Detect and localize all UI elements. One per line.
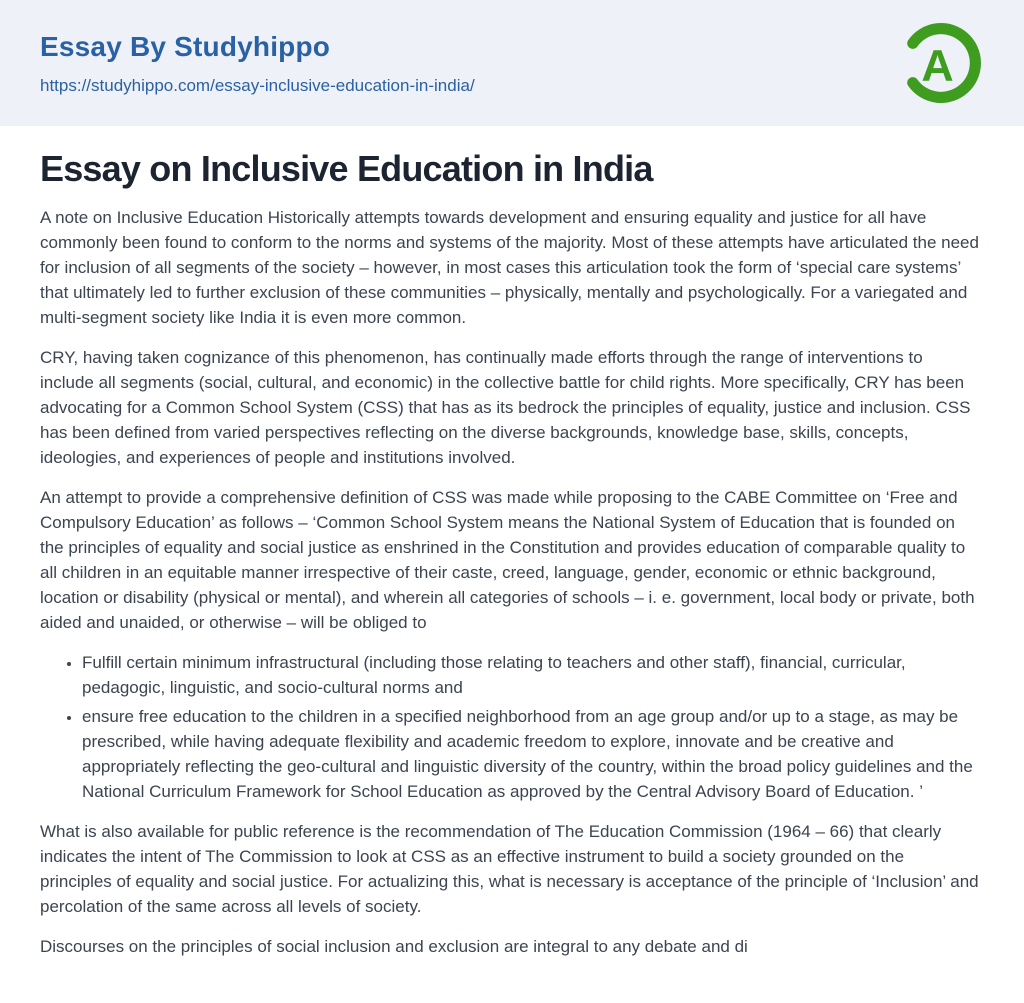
list-item-norms: • Fulfill certain minimum infrastructural (including those relating to teachers and other staff), financial, curricular, pedagogic, linguistic, and socio-cultural norms and — [82, 650, 980, 700]
paragraph-cry: CRY, having taken cognizance of this phenomenon, has continually made efforts through the range of interventions to include all segments (social, cultural, and economic) in the collective battle for child rights. More specifically, CRY has been advocating for a Common School System (CSS) that has as its bedrock the principles of equality, justice and inclusion. CSS has been defined from varied perspectives reflecting on the diverse backgrounds, knowledge base, skills, concepts, ideologies, and experiences of people and institutions involved. — [40, 348, 971, 467]
list-item-free-education: • ensure free education to the children in a specified neighborhood from an age group and/or up to a stage, as may be prescribed, while having adequate flexibility and academic freedom to explore, innovate and be creative and appropriately reflecting the geo-cultural and linguistic diversity of the country, within the broad policy guidelines and the National Curriculum Framework for School Education as approved by the Central Advisory Board of Education. ’ — [82, 704, 980, 804]
studyhippo-logo-icon — [898, 20, 984, 106]
source-url-link[interactable]: https://studyhippo.com/essay-inclusive-education-in-india/ — [40, 75, 475, 95]
requirements-list — [40, 650, 980, 804]
header — [0, 0, 1024, 126]
paragraph-discourses-truncated: Discourses on the principles of social inclusion and exclusion are integral to any debate and di — [40, 937, 748, 956]
article-content — [0, 148, 1024, 959]
header-title: Essay By Studyhippo — [40, 30, 331, 62]
paragraph-education-commission: What is also available for public reference is the recommendation of The Education Commission (1964 – 66) that clearly indicates the intent of The Commission to look at CSS as an effective instrument to build a society grounded on the principles of equality and social justice. For actualizing this, what is necessary is acceptance of the principle of ‘Inclusion’ and percolation of the same across all levels of society. — [40, 822, 979, 916]
paragraph-css-definition: An attempt to provide a comprehensive definition of CSS was made while proposing to the CABE Committee on ‘Free and Compulsory Education’ as follows – ‘Common School System means the National System of Education that is founded on the principles of equality and social justice as enshrined in the Constitution and provides education of comparable quality to all children in an equitable manner irrespective of their caste, creed, language, gender, economic or ethnic background, location or disability (physical or mental), and wherein all categories of schools – i. e. government, local body or private, both aided and unaided, or otherwise – will be obliged to — [40, 488, 975, 632]
logo-letter: A — [921, 42, 954, 92]
paragraph-intro: A note on Inclusive Education Historically attempts towards development and ensuring equality and justice for all have commonly been found to conform to the norms and systems of the majority. Most of these attempts have articulated the need for inclusion of all segments of the society – however, in most cases this articulation took the form of ‘special care systems’ that ultimately led to further exclusion of these communities – physically, mentally and psychologically. For a variegated and multi-segment society like India it is even more common. — [40, 208, 979, 327]
header-text-block — [40, 31, 475, 96]
page-title: Essay on Inclusive Education in India — [40, 148, 653, 189]
